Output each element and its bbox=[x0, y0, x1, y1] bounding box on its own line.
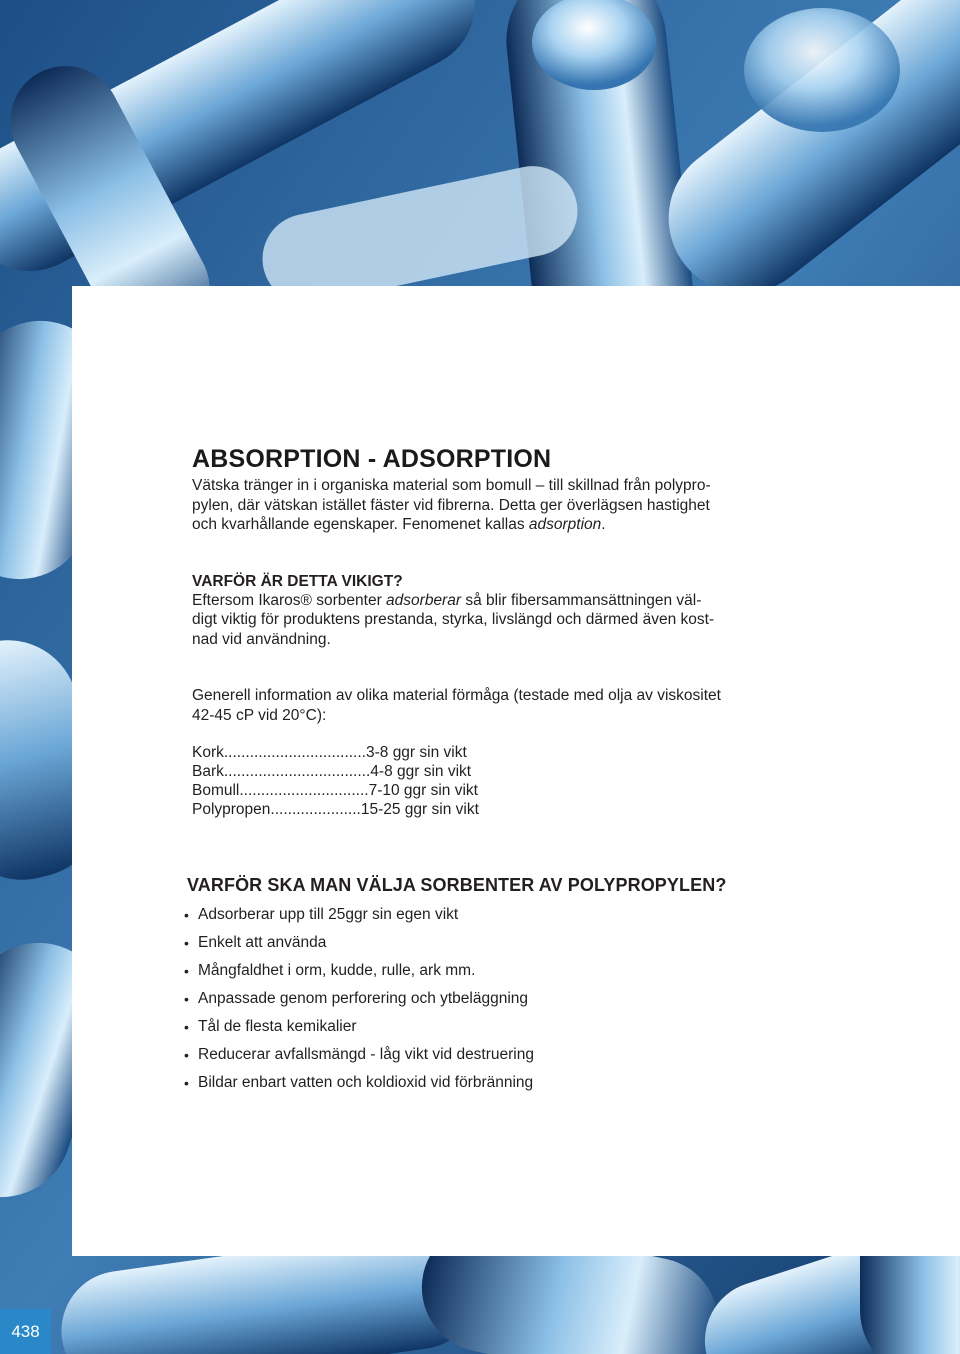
benefits-list bbox=[184, 905, 534, 1101]
bullet-icon: • bbox=[184, 1047, 189, 1063]
heading-why-important: VARFÖR ÄR DETTA VIKIGT? bbox=[192, 572, 403, 590]
intro-italic-term: adsorption bbox=[528, 516, 602, 533]
bullet-icon: • bbox=[184, 907, 189, 923]
intro-line-3-suffix: . bbox=[601, 516, 606, 533]
material-capacity-list bbox=[192, 743, 762, 819]
list-item-text: Adsorberar upp till 25ggr sin egen vikt bbox=[198, 906, 459, 923]
para2-line-1-prefix: Eftersom Ikaros® sorbenter bbox=[192, 591, 387, 609]
material-info-paragraph bbox=[192, 686, 762, 725]
title-absorption-adsorption: ABSORPTION - ADSORPTION bbox=[192, 445, 552, 473]
intro-line-1: Vätska tränger in i organiska material som bomull – till skillnad från polypro- bbox=[192, 477, 711, 494]
list-item bbox=[184, 905, 534, 933]
para2-line-2: digt viktig för produktens prestanda, styrka, livslängd och därmed även kost- bbox=[192, 611, 715, 628]
list-item bbox=[184, 989, 534, 1017]
info-line-2: 42-45 cP vid 20°C): bbox=[192, 706, 327, 724]
list-item bbox=[184, 933, 534, 961]
why-important-paragraph bbox=[192, 591, 762, 650]
page-number-badge: 438 bbox=[0, 1309, 51, 1354]
para2-italic-term: adsorberar bbox=[386, 591, 462, 609]
bullet-icon: • bbox=[184, 935, 189, 951]
material-row-bomull: Bomull..............................7-10 ggr sin vikt bbox=[192, 782, 478, 799]
bullet-icon: • bbox=[184, 963, 189, 979]
list-item bbox=[184, 1045, 534, 1073]
list-item-text: Reducerar avfallsmängd - låg vikt vid destruering bbox=[198, 1046, 534, 1063]
material-row-kork: Kork.................................3-8 ggr sin vikt bbox=[192, 744, 467, 761]
intro-paragraph bbox=[192, 476, 762, 535]
intro-line-3-prefix: och kvarhållande egenskaper. Fenomenet kallas bbox=[192, 516, 529, 533]
intro-line-2: pylen, där vätskan istället fäster vid fibrerna. Detta ger överlägsen hastighet bbox=[192, 496, 710, 514]
para2-line-3: nad vid användning. bbox=[192, 630, 331, 648]
list-item bbox=[184, 961, 534, 989]
bullet-icon: • bbox=[184, 1019, 189, 1035]
list-item-text: Mångfaldhet i orm, kudde, rulle, ark mm. bbox=[198, 962, 476, 979]
material-row-bark: Bark..................................4-8 ggr sin vikt bbox=[192, 763, 472, 780]
material-row-polypropen: Polypropen.....................15-25 ggr sin vikt bbox=[192, 801, 479, 818]
list-item bbox=[184, 1073, 534, 1101]
heading-why-polypropylene: VARFÖR SKA MAN VÄLJA SORBENTER AV POLYPROPYLEN? bbox=[187, 875, 727, 895]
info-line-1: Generell information av olika material förmåga (testade med olja av viskositet bbox=[192, 687, 721, 704]
list-item-text: Enkelt att använda bbox=[198, 934, 327, 951]
main-content bbox=[192, 444, 762, 819]
bullet-icon: • bbox=[184, 991, 189, 1007]
list-item bbox=[184, 1017, 534, 1045]
list-item-text: Anpassade genom perforering och ytbeläggning bbox=[198, 990, 529, 1007]
bullet-icon: • bbox=[184, 1075, 189, 1091]
list-item-text: Tål de flesta kemikalier bbox=[198, 1018, 357, 1035]
para2-line-1-suffix: så blir fibersammansättningen väl- bbox=[461, 591, 702, 609]
list-item-text: Bildar enbart vatten och koldioxid vid förbränning bbox=[198, 1074, 534, 1091]
